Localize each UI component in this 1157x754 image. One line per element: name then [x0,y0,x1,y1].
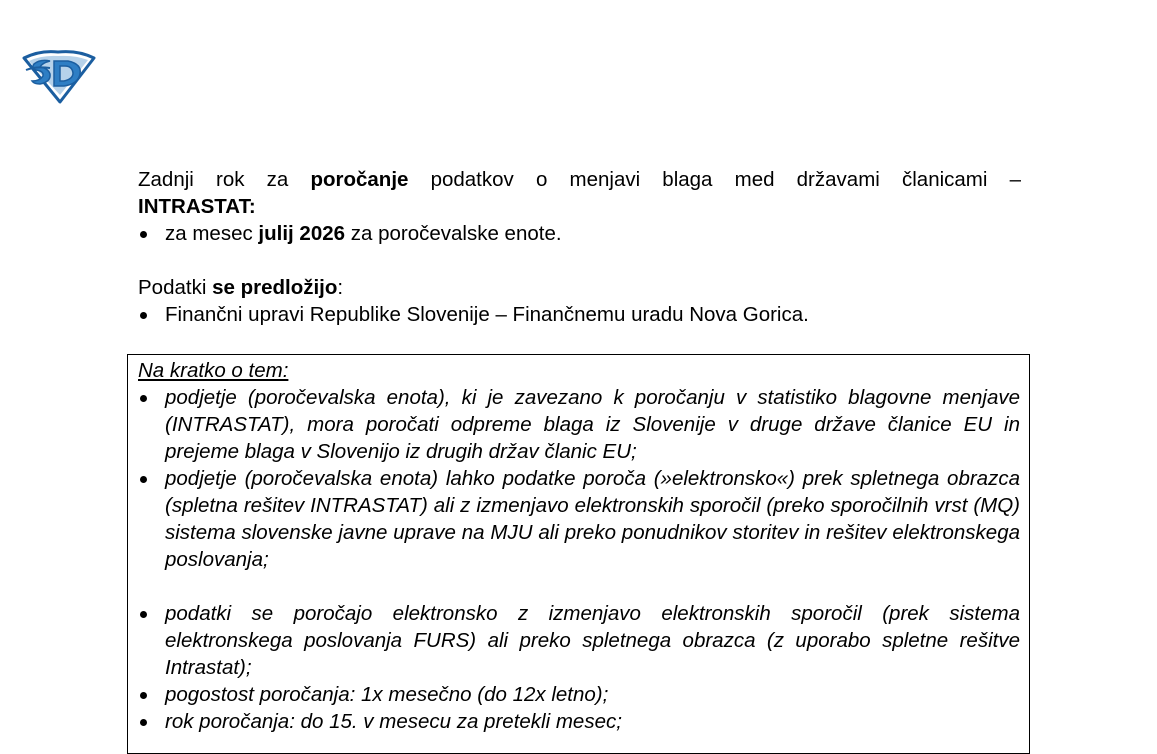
summary-box [127,354,1030,754]
deadline-item [138,220,1021,247]
intro-line [138,166,1021,193]
intrastat-label: INTRASTAT: [138,195,256,218]
summary-list-continued [138,600,1020,735]
intro-bold-reporting: poročanje [310,168,409,191]
deadline-month: julij 2026 [258,222,346,245]
submit-prefix: Podatki [138,276,213,299]
intrastat-heading [138,193,1021,220]
summary-title: Na kratko o tem: [138,359,289,382]
intro-text-before: Zadnji rok za [138,168,311,191]
deadline-prefix: za mesec [165,222,259,245]
submit-list [138,301,1021,328]
document-body [138,166,1021,328]
sd-shield-logo-icon [20,48,96,104]
summary-item: pogostost poročanja: 1x mesečno (do 12x letno); [138,681,1020,708]
summary-list [138,384,1020,573]
summary-item: podjetje (poročevalska enota) lahko podatke poroča (»elektronsko«) prek spletnega obrazca (spletna rešitev INTRASTAT) ali z izmenjavo elektronskih sporočil (preko sporočilnih vrst (MQ) sistema slovenske javne uprave na MJU ali preko ponudnikov storitev in rešitev elektronskega poslovanja; [138,465,1020,573]
submit-suffix: : [337,276,344,299]
submit-line [138,274,1021,301]
summary-item: podatki se poročajo elektronsko z izmenjavo elektronskih sporočil (prek sistema elektronskega poslovanja FURS) ali preko spletnega obrazca (z uporabo spletne rešitve Intrastat); [138,600,1020,681]
summary-item: podjetje (poročevalska enota), ki je zavezano k poročanju v statistiko blagovne menjave (INTRASTAT), mora poročati odpreme blaga iz Slovenije v druge države članice EU in prejeme blaga v Slovenijo iz drugih držav članic EU; [138,384,1020,465]
company-logo [20,48,96,104]
submit-item: Finančni upravi Republike Slovenije – Finančnemu uradu Nova Gorica. [138,301,1021,328]
deadline-list [138,220,1021,247]
summary-item: rok poročanja: do 15. v mesecu za pretekli mesec; [138,708,1020,735]
deadline-suffix: za poročevalske enote. [345,222,562,245]
submit-bold: se predložijo [212,276,338,299]
intro-text-after: podatkov o menjavi blaga med državami članicami – [408,168,1021,191]
